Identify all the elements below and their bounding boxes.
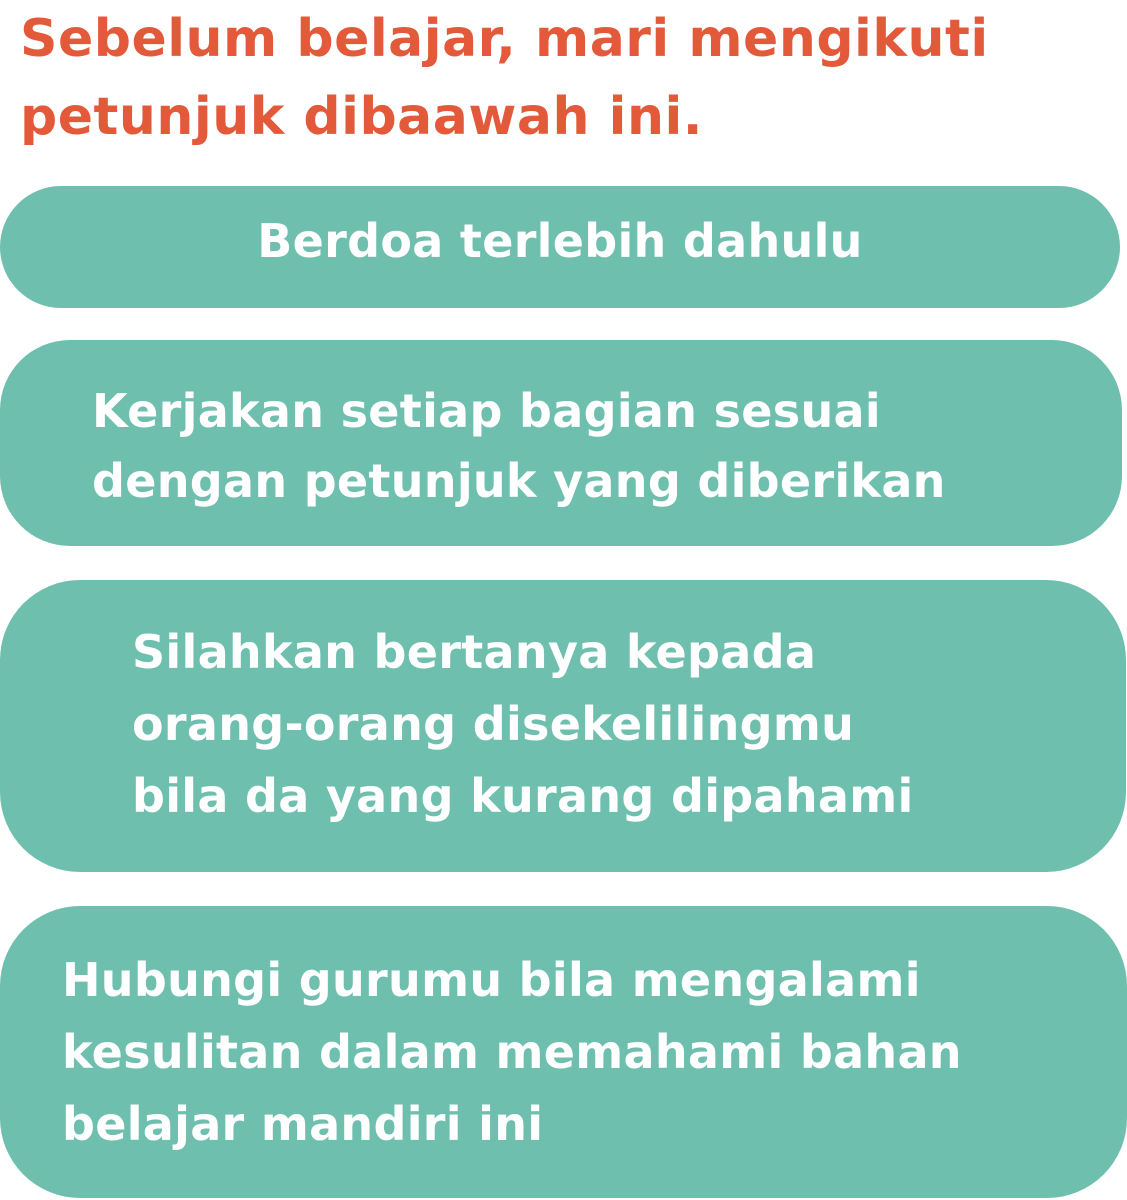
instruction-card-follow-directions bbox=[0, 340, 1122, 546]
instruction-line: Berdoa terlebih dahulu bbox=[257, 214, 863, 268]
instruction-line: bila da yang kurang dipahami bbox=[132, 769, 914, 823]
instruction-text bbox=[0, 207, 1120, 275]
heading-line: petunjuk dibaawah ini. bbox=[20, 87, 704, 147]
instruction-line: dengan petunjuk yang diberikan bbox=[92, 454, 946, 508]
instruction-line: belajar mandiri ini bbox=[62, 1097, 544, 1151]
instruction-text bbox=[62, 944, 962, 1160]
page-heading bbox=[20, 0, 1110, 156]
instruction-text bbox=[92, 376, 946, 516]
instruction-card-ask-others bbox=[0, 580, 1126, 872]
instruction-line: Kerjakan setiap bagian sesuai bbox=[92, 384, 881, 438]
instruction-line: Hubungi gurumu bila mengalami bbox=[62, 953, 921, 1007]
instruction-card-contact-teacher bbox=[0, 906, 1127, 1198]
instruction-line: kesulitan dalam memahami bahan bbox=[62, 1025, 962, 1079]
instruction-card-pray bbox=[0, 186, 1120, 308]
heading-line: Sebelum belajar, mari mengikuti bbox=[20, 9, 989, 69]
instruction-line: orang-orang disekelilingmu bbox=[132, 697, 855, 751]
instruction-text bbox=[132, 616, 914, 832]
instruction-line: Silahkan bertanya kepada bbox=[132, 625, 817, 679]
